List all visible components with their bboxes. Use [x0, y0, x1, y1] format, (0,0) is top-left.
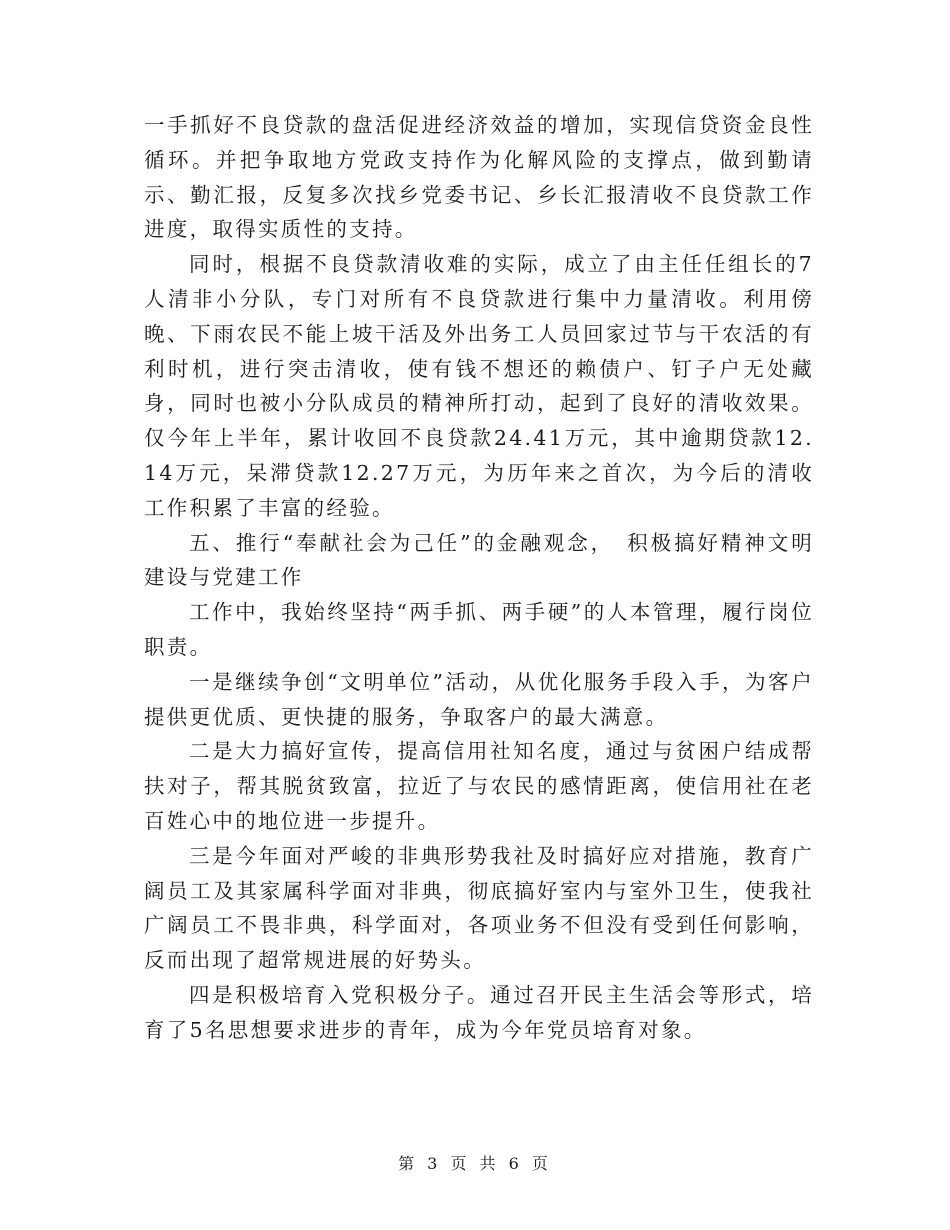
list-item-1: 一是继续争创“文明单位”活动，从优化服务手段入手，为客户提供更优质、更快捷的服务，争取客户的最大满意。	[144, 669, 814, 729]
document-body	[144, 108, 814, 1048]
list-item-2: 二是大力搞好宣传，提高信用社知名度，通过与贫困户结成帮扶对子，帮其脱贫致富，拉近了与农民的感情距离，使信用社在老百姓心中的地位进一步提升。	[144, 739, 814, 833]
page-number-footer: 第 3 页 共 6 页	[398, 1154, 552, 1173]
list-item-3: 三是今年面对严峻的非典形势我社及时搞好应对措施，教育广阔员工及其家属科学面对非典，彻底搞好室内与室外卫生，使我社广阔员工不畏非典，科学面对，各项业务不但没有受到任何影响，反而出现了超常规进展的好势头。	[144, 843, 814, 973]
paragraph-1: 一手抓好不良贷款的盘活促进经济效益的增加，实现信贷资金良性循环。并把争取地方党政支持作为化解风险的支撑点，做到勤请示、勤汇报，反复多次找乡党委书记、乡长汇报清收不良贷款工作进度，取得实质性的支持。	[144, 113, 814, 242]
section-heading-5: 五、推行“奉献社会为己任”的金融观念， 积极搞好精神文明建设与党建工作	[144, 530, 814, 590]
list-item-4: 四是积极培育入党积极分子。通过召开民主生活会等形式，培育了5名思想要求进步的青年，成为今年党员培育对象。	[144, 982, 814, 1042]
paragraph-3: 工作中，我始终坚持“两手抓、两手硬”的人本管理，履行岗位职责。	[144, 600, 814, 659]
paragraph-2: 同时，根据不良贷款清收难的实际，成立了由主任任组长的7人清非小分队，专门对所有不良贷款进行集中力量清收。利用傍晚、下雨农民不能上坡干活及外出务工人员回家过节与干农活的有利时机，进行突击清收，使有钱不想还的赖债户、钉子户无处藏身，同时也被小分队成员的精神所打动，起到了良好的清收效果。仅今年上半年，累计收回不良贷款24.41万元，其中逾期贷款12.14万元，呆滞贷款12.27万元，为历年来之首次，为今后的清收工作积累了丰富的经验。	[144, 252, 814, 520]
